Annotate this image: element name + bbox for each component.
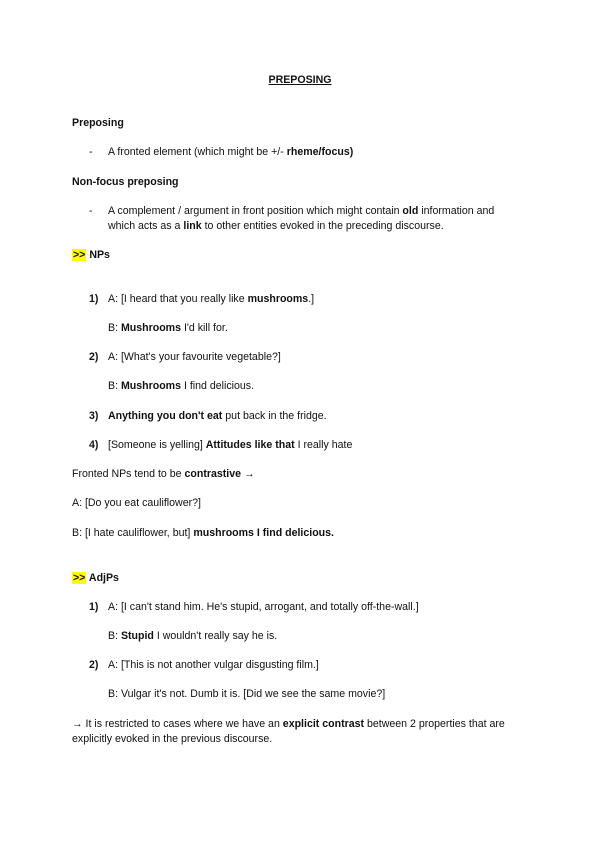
contrast-example-b: B: [I hate cauliflower, but] mushrooms I find delicious. bbox=[72, 527, 334, 539]
example-number: 2) bbox=[89, 351, 99, 363]
example-number: 4) bbox=[89, 439, 99, 451]
adjp-example-1-b: B: Stupid I wouldn't really say he is. bbox=[108, 630, 278, 642]
page-title: PREPOSING bbox=[268, 74, 332, 86]
section-heading-preposing: Preposing bbox=[72, 117, 124, 129]
np-example-4: [Someone is yelling] Attitudes like that I really hate bbox=[108, 439, 353, 451]
np-example-3: Anything you don't eat put back in the fridge. bbox=[108, 410, 327, 422]
np-example-2-a: A: [What's your favourite vegetable?] bbox=[108, 351, 281, 363]
adjp-example-2-a: A: [This is not another vulgar disgusting film.] bbox=[108, 659, 319, 671]
np-example-2-b: B: Mushrooms I find delicious. bbox=[108, 380, 255, 392]
nonfocus-definition-line2: which acts as a link to other entities evoked in the preceding discourse. bbox=[108, 220, 444, 232]
marker-highlight: >> bbox=[73, 249, 86, 261]
example-number: 3) bbox=[89, 410, 99, 422]
example-number: 2) bbox=[89, 659, 99, 671]
example-number: 1) bbox=[89, 293, 99, 305]
np-example-1-a: A: [I heard that you really like mushrooms.] bbox=[108, 293, 315, 305]
adjp-example-2-b: B: Vulgar it's not. Dumb it is. [Did we see the same movie?] bbox=[108, 688, 386, 700]
adjp-example-1-a: A: [I can't stand him. He's stupid, arrogant, and totally off-the-wall.] bbox=[108, 601, 419, 613]
bullet-dash: - bbox=[89, 205, 93, 217]
marker-highlight: >> bbox=[73, 572, 86, 584]
example-number: 1) bbox=[89, 601, 99, 613]
contrast-example-a: A: [Do you eat cauliflower?] bbox=[72, 497, 201, 509]
contrastive-note: Fronted NPs tend to be contrastive → bbox=[72, 468, 255, 480]
section-heading-nonfocus: Non-focus preposing bbox=[72, 176, 179, 188]
nonfocus-definition-line1: A complement / argument in front position which might contain old information and bbox=[108, 205, 495, 217]
section-heading-nps: >> NPs bbox=[73, 249, 110, 261]
bullet-dash: - bbox=[89, 146, 93, 158]
restriction-note-line1: → It is restricted to cases where we have an explicit contrast between 2 properties that are bbox=[72, 718, 505, 730]
section-heading-adjps: >> AdjPs bbox=[73, 572, 119, 584]
np-example-1-b: B: Mushrooms I'd kill for. bbox=[108, 322, 228, 334]
restriction-note-line2: explicitly evoked in the previous discourse. bbox=[72, 733, 273, 745]
preposing-definition: A fronted element (which might be +/- rheme/focus) bbox=[108, 146, 354, 158]
